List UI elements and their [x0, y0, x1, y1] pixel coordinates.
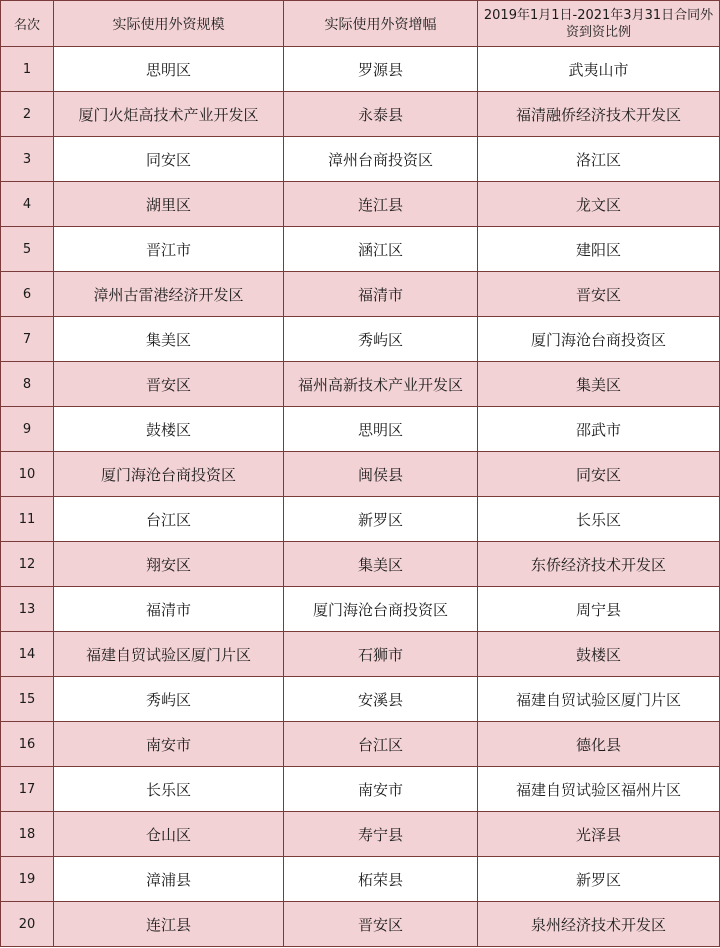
rank-cell: 14	[1, 632, 54, 677]
rank-cell: 6	[1, 272, 54, 317]
ratio-cell: 东侨经济技术开发区	[478, 542, 720, 587]
table-row	[1, 497, 720, 542]
scale-cell: 同安区	[54, 137, 284, 182]
header-growth: 实际使用外资增幅	[284, 1, 478, 47]
ratio-cell: 德化县	[478, 722, 720, 767]
scale-cell: 晋江市	[54, 227, 284, 272]
ratio-cell: 建阳区	[478, 227, 720, 272]
rank-cell: 13	[1, 587, 54, 632]
scale-cell: 漳浦县	[54, 857, 284, 902]
growth-cell: 石狮市	[284, 632, 478, 677]
growth-cell: 新罗区	[284, 497, 478, 542]
rank-cell: 19	[1, 857, 54, 902]
scale-cell: 鼓楼区	[54, 407, 284, 452]
scale-cell: 晋安区	[54, 362, 284, 407]
table-row	[1, 182, 720, 227]
table-row	[1, 47, 720, 92]
rank-cell: 11	[1, 497, 54, 542]
rank-cell: 5	[1, 227, 54, 272]
scale-cell: 漳州古雷港经济开发区	[54, 272, 284, 317]
header-row	[1, 1, 720, 47]
rank-cell: 12	[1, 542, 54, 587]
table-row	[1, 812, 720, 857]
header-scale: 实际使用外资规模	[54, 1, 284, 47]
table-row	[1, 542, 720, 587]
rank-cell: 4	[1, 182, 54, 227]
ratio-cell: 福建自贸试验区厦门片区	[478, 677, 720, 722]
scale-cell: 福建自贸试验区厦门片区	[54, 632, 284, 677]
table-row	[1, 902, 720, 947]
ratio-cell: 同安区	[478, 452, 720, 497]
growth-cell: 秀屿区	[284, 317, 478, 362]
table-row	[1, 227, 720, 272]
ratio-cell: 福清融侨经济技术开发区	[478, 92, 720, 137]
scale-cell: 翔安区	[54, 542, 284, 587]
table-row	[1, 362, 720, 407]
ratio-cell: 鼓楼区	[478, 632, 720, 677]
rank-cell: 16	[1, 722, 54, 767]
rank-cell: 20	[1, 902, 54, 947]
table-row	[1, 317, 720, 362]
scale-cell: 长乐区	[54, 767, 284, 812]
ratio-cell: 新罗区	[478, 857, 720, 902]
rank-cell: 7	[1, 317, 54, 362]
table-row	[1, 722, 720, 767]
growth-cell: 南安市	[284, 767, 478, 812]
rank-cell: 17	[1, 767, 54, 812]
rank-cell: 3	[1, 137, 54, 182]
growth-cell: 台江区	[284, 722, 478, 767]
ratio-cell: 邵武市	[478, 407, 720, 452]
growth-cell: 永泰县	[284, 92, 478, 137]
growth-cell: 罗源县	[284, 47, 478, 92]
growth-cell: 柘荣县	[284, 857, 478, 902]
ratio-cell: 福建自贸试验区福州片区	[478, 767, 720, 812]
scale-cell: 厦门海沧台商投资区	[54, 452, 284, 497]
growth-cell: 闽侯县	[284, 452, 478, 497]
scale-cell: 连江县	[54, 902, 284, 947]
ratio-cell: 周宁县	[478, 587, 720, 632]
ratio-cell: 洛江区	[478, 137, 720, 182]
scale-cell: 思明区	[54, 47, 284, 92]
table-row	[1, 92, 720, 137]
rank-cell: 8	[1, 362, 54, 407]
table-row	[1, 677, 720, 722]
growth-cell: 思明区	[284, 407, 478, 452]
ratio-cell: 光泽县	[478, 812, 720, 857]
table-row	[1, 272, 720, 317]
ratio-cell: 泉州经济技术开发区	[478, 902, 720, 947]
ratio-cell: 厦门海沧台商投资区	[478, 317, 720, 362]
ratio-cell: 武夷山市	[478, 47, 720, 92]
header-rank: 名次	[1, 1, 54, 47]
table-row	[1, 407, 720, 452]
scale-cell: 集美区	[54, 317, 284, 362]
rank-cell: 15	[1, 677, 54, 722]
growth-cell: 晋安区	[284, 902, 478, 947]
growth-cell: 连江县	[284, 182, 478, 227]
header-ratio: 2019年1月1日-2021年3月31日合同外资到资比例	[478, 1, 720, 47]
ratio-cell: 集美区	[478, 362, 720, 407]
growth-cell: 漳州台商投资区	[284, 137, 478, 182]
growth-cell: 涵江区	[284, 227, 478, 272]
ratio-cell: 长乐区	[478, 497, 720, 542]
growth-cell: 福州高新技术产业开发区	[284, 362, 478, 407]
table-row	[1, 857, 720, 902]
growth-cell: 厦门海沧台商投资区	[284, 587, 478, 632]
rank-cell: 10	[1, 452, 54, 497]
table-row	[1, 137, 720, 182]
table-row	[1, 767, 720, 812]
rank-cell: 9	[1, 407, 54, 452]
scale-cell: 南安市	[54, 722, 284, 767]
scale-cell: 湖里区	[54, 182, 284, 227]
scale-cell: 仓山区	[54, 812, 284, 857]
scale-cell: 厦门火炬高技术产业开发区	[54, 92, 284, 137]
table-row	[1, 632, 720, 677]
ratio-cell: 晋安区	[478, 272, 720, 317]
rank-cell: 2	[1, 92, 54, 137]
scale-cell: 秀屿区	[54, 677, 284, 722]
table-body	[1, 47, 720, 947]
ratio-cell: 龙文区	[478, 182, 720, 227]
scale-cell: 台江区	[54, 497, 284, 542]
rank-cell: 18	[1, 812, 54, 857]
table-row	[1, 587, 720, 632]
growth-cell: 寿宁县	[284, 812, 478, 857]
growth-cell: 安溪县	[284, 677, 478, 722]
rank-cell: 1	[1, 47, 54, 92]
growth-cell: 集美区	[284, 542, 478, 587]
growth-cell: 福清市	[284, 272, 478, 317]
table-row	[1, 452, 720, 497]
scale-cell: 福清市	[54, 587, 284, 632]
